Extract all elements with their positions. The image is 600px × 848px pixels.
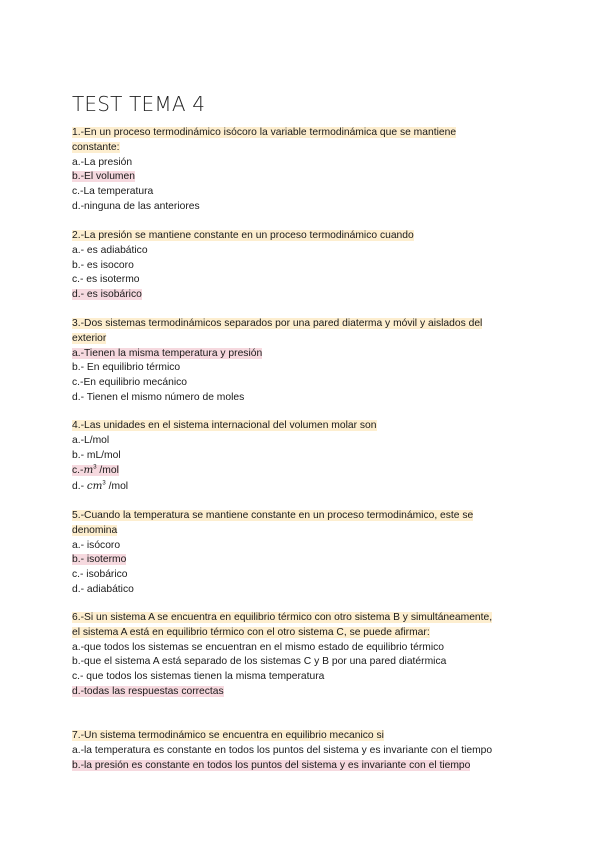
option-a: a.-La presión (72, 156, 133, 168)
option-d-correct: d.- es isobárico (72, 289, 142, 301)
option-b-correct: b.-la presión es constante en todos los puntos del sistema y es invariante con el tiempo (72, 759, 471, 771)
question-3 (72, 317, 532, 406)
option-d-correct: d.-todas las respuestas correctas (72, 685, 224, 697)
option-a: a.- es adiabático (72, 244, 148, 256)
question-4 (72, 419, 532, 495)
option-b: b.-que el sistema A está separado de los sistemas C y B por una pared diatérmica (72, 656, 447, 668)
option-d-suffix: /mol (105, 481, 129, 493)
option-d-prefix: d.- (72, 481, 87, 493)
option-d: d.-ninguna de las anteriores (72, 200, 200, 212)
question-1 (72, 126, 532, 215)
option-c: c.- es isotermo (72, 274, 140, 286)
question-2 (72, 229, 532, 303)
question-6-text-cont: el sistema A está en equilibrio térmico con el otro sistema C, se puede afirmar: (72, 626, 430, 638)
option-c-exponent: 3 (93, 464, 97, 471)
option-c-correct (72, 465, 119, 476)
option-d: d.- Tienen el mismo número de moles (72, 391, 245, 403)
option-c: c.- que todos los sistemas tienen la misma temperatura (72, 671, 325, 683)
option-b-correct: b.-El volumen (72, 171, 135, 183)
option-c: c.- isobárico (72, 569, 128, 581)
option-c-prefix: c.- (72, 465, 84, 477)
option-d: d.- adiabático (72, 583, 134, 595)
option-b: b.- En equilibrio térmico (72, 362, 181, 374)
option-a: a.-que todos los sistemas se encuentran en el mismo estado de equilibrio térmico (72, 641, 445, 653)
option-c: c.-La temperatura (72, 186, 154, 198)
question-6-text: 6.-Si un sistema A se encuentra en equilibrio térmico con otro sistema B y simultáneamente, (72, 612, 493, 623)
option-a: a.- isócoro (72, 539, 121, 551)
option-c-unit: m (83, 464, 94, 477)
option-d (72, 479, 532, 495)
question-1-text: 1.-En un proceso termodinámico isócoro la variable termodinámica que se mantiene (72, 127, 457, 138)
question-5 (72, 509, 532, 598)
question-5-text-cont: denomina (72, 524, 118, 536)
question-7 (72, 729, 532, 773)
option-b-correct: b.- isotermo (72, 554, 127, 566)
option-a: a.-L/mol (72, 434, 110, 446)
question-4-text: 4.-Las unidades en el sistema internacional del volumen molar son (72, 420, 377, 431)
question-2-text: 2.-La presión se mantiene constante en un proceso termodinámico cuando (72, 230, 414, 241)
question-1-text-cont: constante: (72, 141, 120, 153)
option-b: b.- es isocoro (72, 259, 134, 271)
option-b: b.- mL/mol (72, 449, 121, 461)
option-d-unit: cm (86, 480, 103, 493)
question-3-text: 3.-Dos sistemas termodinámicos separados por una pared diaterma y móvil y aislados del (72, 318, 483, 329)
option-d-exponent: 3 (102, 480, 106, 487)
option-c: c.-En equilibrio mecánico (72, 377, 188, 389)
question-7-text: 7.-Un sistema termodinámico se encuentra en equilibrio mecanico si (72, 730, 384, 741)
question-3-text-cont: exterior (72, 332, 107, 344)
question-6 (72, 611, 532, 700)
option-a: a.-la temperatura es constante en todos los puntos del sistema y es invariante con el tiempo (72, 744, 493, 756)
page-title: TEST TEMA 4 (72, 92, 206, 116)
option-c-suffix: /mol (96, 465, 119, 477)
option-a-correct: a.-Tienen la misma temperatura y presión (72, 347, 263, 359)
question-5-text: 5.-Cuando la temperatura se mantiene constante en un proceso termodinámico, este se (72, 510, 474, 521)
